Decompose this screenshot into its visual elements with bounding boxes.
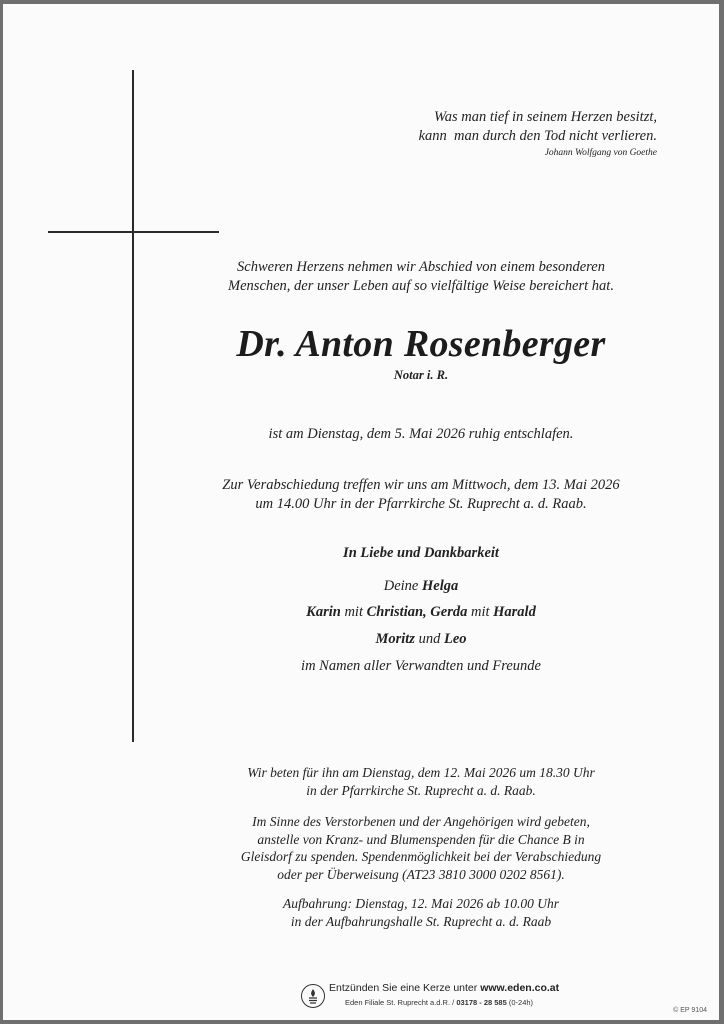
mourners-row-2	[3, 604, 724, 621]
quote-line-2: kann man durch den Tod nicht verlieren.	[418, 128, 657, 144]
mourners-row-4: im Namen aller Verwandten und Freunde	[301, 658, 541, 674]
footer-branch-text: Eden Filiale St. Ruprecht a.d.R. /	[345, 998, 457, 1007]
death-notice: ist am Dienstag, dem 5. Mai 2026 ruhig entschlafen.	[268, 426, 574, 442]
viewing-line-1: Aufbahrung: Dienstag, 12. Mai 2026 ab 10.00 Uhr	[283, 896, 559, 911]
donation-line-1: Im Sinne des Verstorbenen und der Angehörigen wird gebeten,	[252, 814, 590, 829]
prayer-line-2: in der Pfarrkirche St. Ruprecht a. d. Raab.	[306, 782, 536, 798]
mourners-row-1	[3, 578, 724, 595]
mourner-name: Leo	[443, 631, 467, 647]
donation-line-2: anstelle von Kranz- und Blumenspenden für die Chance B in	[257, 831, 585, 847]
mourners-row-3	[3, 631, 724, 648]
farewell-line-2: um 14.00 Uhr in der Pfarrkirche St. Ruprecht a. d. Raab.	[255, 496, 587, 512]
mourner-connector: und	[414, 631, 444, 647]
funeral-home-footer	[301, 982, 581, 1014]
deceased-name: Dr. Anton Rosenberger	[236, 323, 606, 365]
farewell-info	[3, 476, 724, 514]
donation-info	[3, 813, 724, 883]
mourner-connector: mit	[467, 604, 494, 620]
mourner-name: Moritz	[375, 631, 415, 647]
obituary-sheet	[3, 4, 719, 1020]
farewell-line-1: Zur Verabschiedung treffen wir uns am Mittwoch, dem 13. Mai 2026	[222, 477, 620, 493]
mourner-name: Christian, Gerda	[366, 604, 468, 620]
donation-line-4: oder per Überweisung (AT23 3810 3000 0202 8561).	[277, 866, 565, 882]
viewing-info	[3, 895, 724, 930]
quote-line-1: Was man tief in seinem Herzen besitzt,	[434, 109, 657, 125]
mourner-name: Harald	[493, 604, 536, 620]
footer-candle-line	[329, 982, 559, 994]
viewing-line-2: in der Aufbahrungshalle St. Ruprecht a. d. Raab	[290, 913, 552, 929]
footer-contact-line	[345, 998, 533, 1007]
mourner-connector: mit	[340, 604, 367, 620]
ep-code: © EP 9104	[673, 1007, 707, 1014]
donation-line-3: Gleisdorf zu spenden. Spendenmöglichkeit bei der Verabschiedung	[240, 849, 602, 864]
prayer-line-1: Wir beten für ihn am Dienstag, dem 12. Mai 2026 um 18.30 Uhr	[247, 765, 595, 780]
intro-line-1: Schweren Herzens nehmen wir Abschied von einem besonderen	[237, 259, 605, 275]
mourner-prefix: Deine	[383, 578, 422, 594]
deceased-title: Notar i. R.	[393, 368, 449, 382]
candle-flame-icon-svg	[306, 988, 320, 1004]
candle-flame-icon	[301, 984, 325, 1008]
intro-text	[3, 258, 724, 296]
mourner-name: Karin	[306, 604, 341, 620]
footer-hours: (0-24h)	[506, 998, 534, 1007]
cross-horizontal-bar	[48, 231, 219, 233]
mourner-name: Helga	[422, 578, 459, 594]
quote-author: Johann Wolfgang von Goethe	[544, 148, 657, 158]
goethe-quote	[419, 108, 657, 146]
intro-line-2: Menschen, der unser Leben auf so vielfältige Weise bereichert hat.	[228, 278, 614, 294]
footer-url-link[interactable]: www.eden.co.at	[480, 982, 560, 994]
mourners-heading: In Liebe und Dankbarkeit	[343, 545, 499, 561]
prayer-info	[3, 764, 724, 799]
footer-phone: 03178 - 28 585	[456, 998, 507, 1007]
footer-candle-text: Entzünden Sie eine Kerze unter	[329, 982, 481, 994]
